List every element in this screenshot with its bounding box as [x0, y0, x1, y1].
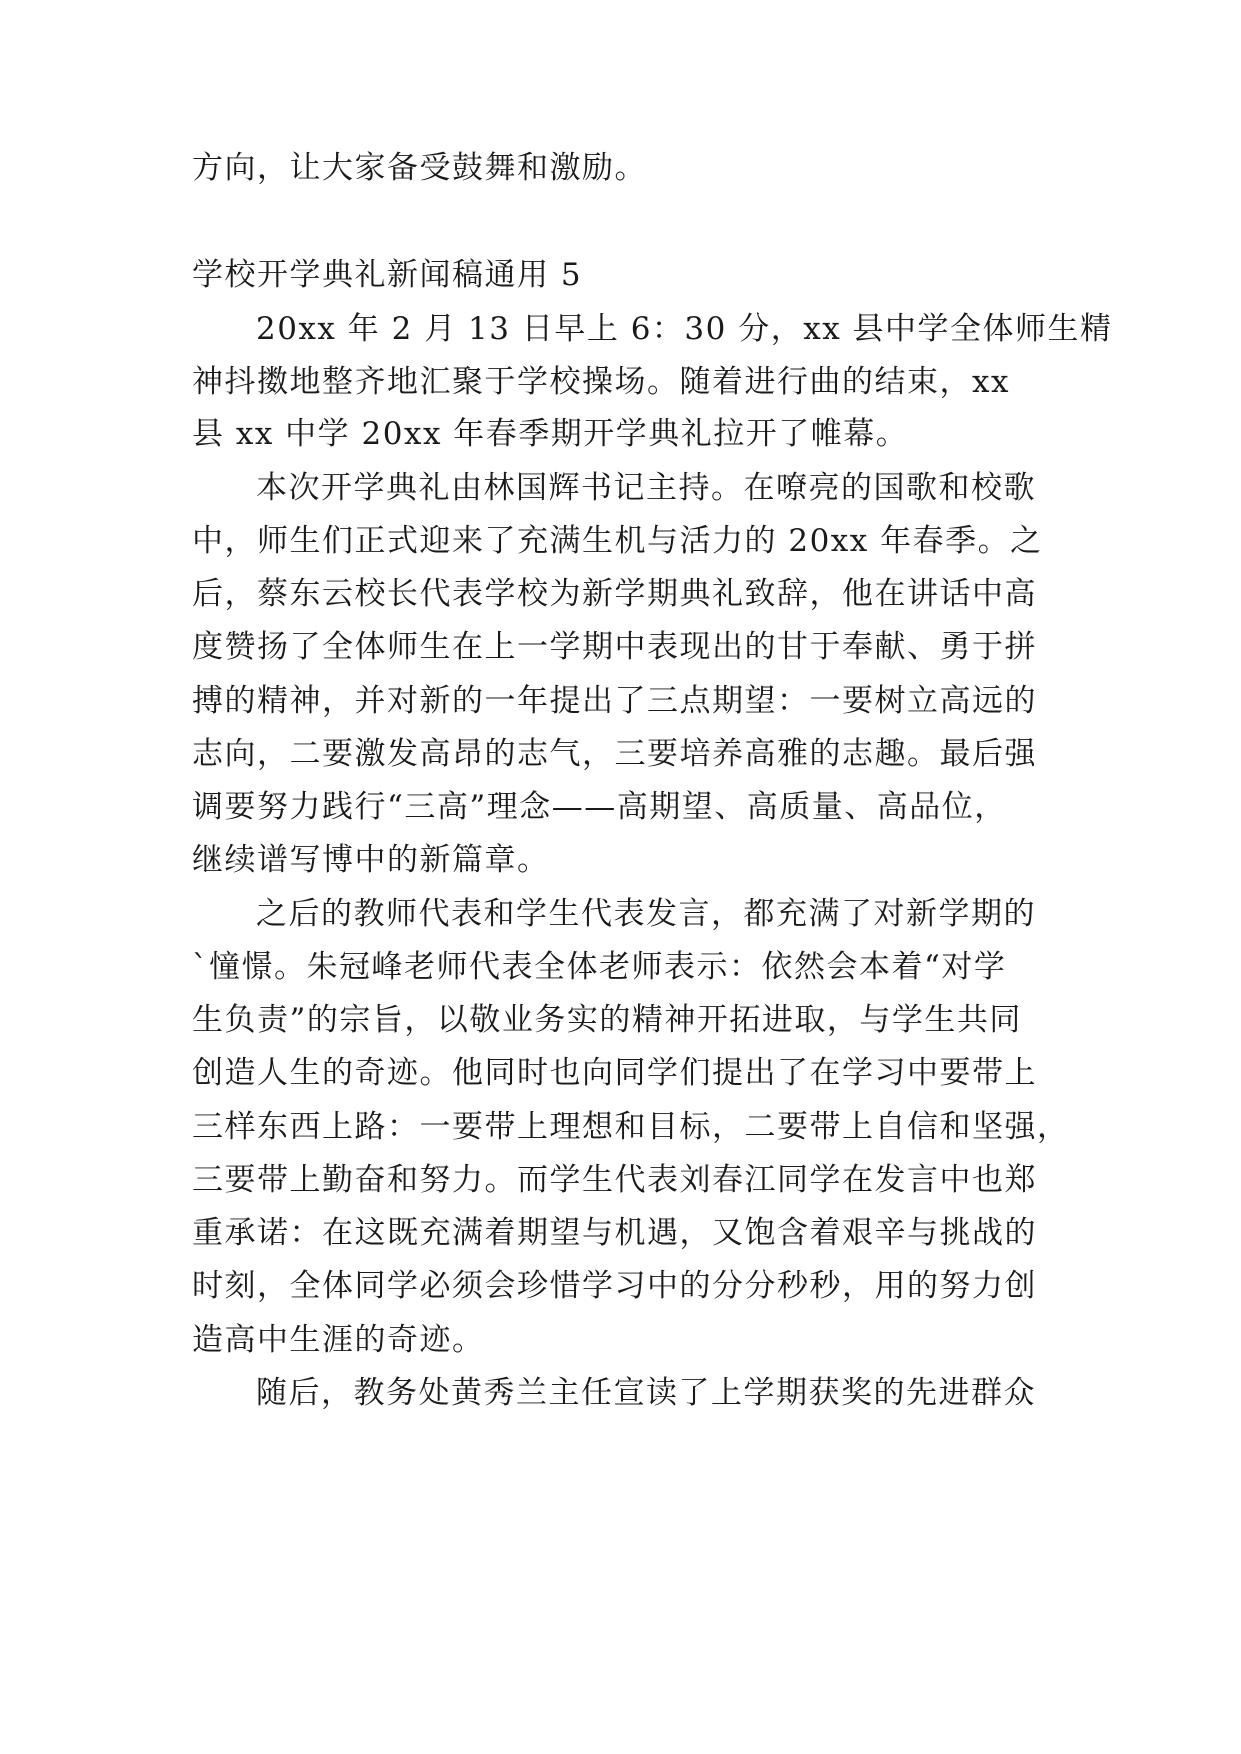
body-text-line: 搏的精神，并对新的一年提出了三点期望：一要树立高远的: [192, 683, 1037, 719]
body-text-line: 之后的教师代表和学生代表发言，都充满了对新学期的: [256, 896, 1036, 932]
body-text-line: 方向，让大家备受鼓舞和激励。: [192, 150, 647, 186]
body-text-line: 本次开学典礼由林国辉书记主持。在嘹亮的国歌和校歌: [256, 470, 1036, 506]
body-text-line: 三要带上勤奋和努力。而学生代表刘春江同学在发言中也郑: [192, 1162, 1037, 1198]
body-text-line: 重承诺：在这既充满着期望与机遇，又饱含着艰辛与挑战的: [192, 1215, 1037, 1251]
body-text-line: 中，师生们正式迎来了充满生机与活力的 20xx 年春季。之: [192, 523, 1043, 559]
body-text-line: 继续谱写博中的新篇章。: [192, 842, 550, 878]
body-text-line: 后，蔡东云校长代表学校为新学期典礼致辞，他在讲话中高: [192, 576, 1037, 612]
body-text-line: 神抖擞地整齐地汇聚于学校操场。随着进行曲的结束，xx: [192, 364, 1010, 400]
body-text-line: 度赞扬了全体师生在上一学期中表现出的甘于奉献、勇于拼: [192, 629, 1037, 665]
body-text-line: 时刻，全体同学必须会珍惜学习中的分分秒秒，用的努力创: [192, 1268, 1037, 1304]
body-text-line: 创造人生的奇迹。他同时也向同学们提出了在学习中要带上: [192, 1055, 1037, 1091]
body-text-line: 生负责”的宗旨，以敬业务实的精神开拓进取，与学生共同: [192, 1002, 1022, 1038]
body-text-line: `憧憬。朱冠峰老师代表全体老师表示：依然会本着“对学: [192, 949, 1007, 985]
body-text-line: 随后，教务处黄秀兰主任宣读了上学期获奖的先进群众: [256, 1375, 1036, 1411]
body-text-line: 20xx 年 2 月 13 日早上 6：30 分，xx 县中学全体师生精: [256, 311, 1113, 347]
body-text-line: 县 xx 中学 20xx 年春季期开学典礼拉开了帷幕。: [192, 416, 909, 452]
body-text-line: 调要努力践行“三高”理念——高期望、高质量、高品位，: [192, 789, 1007, 825]
body-text-line: 三样东西上路：一要带上理想和目标，二要带上自信和坚强，: [192, 1109, 1070, 1145]
body-text-line: 造高中生涯的奇迹。: [192, 1322, 485, 1358]
section-heading: 学校开学典礼新闻稿通用 5: [192, 257, 583, 293]
body-text-line: 志向，二要激发高昂的志气，三要培养高雅的志趣。最后强: [192, 736, 1037, 772]
